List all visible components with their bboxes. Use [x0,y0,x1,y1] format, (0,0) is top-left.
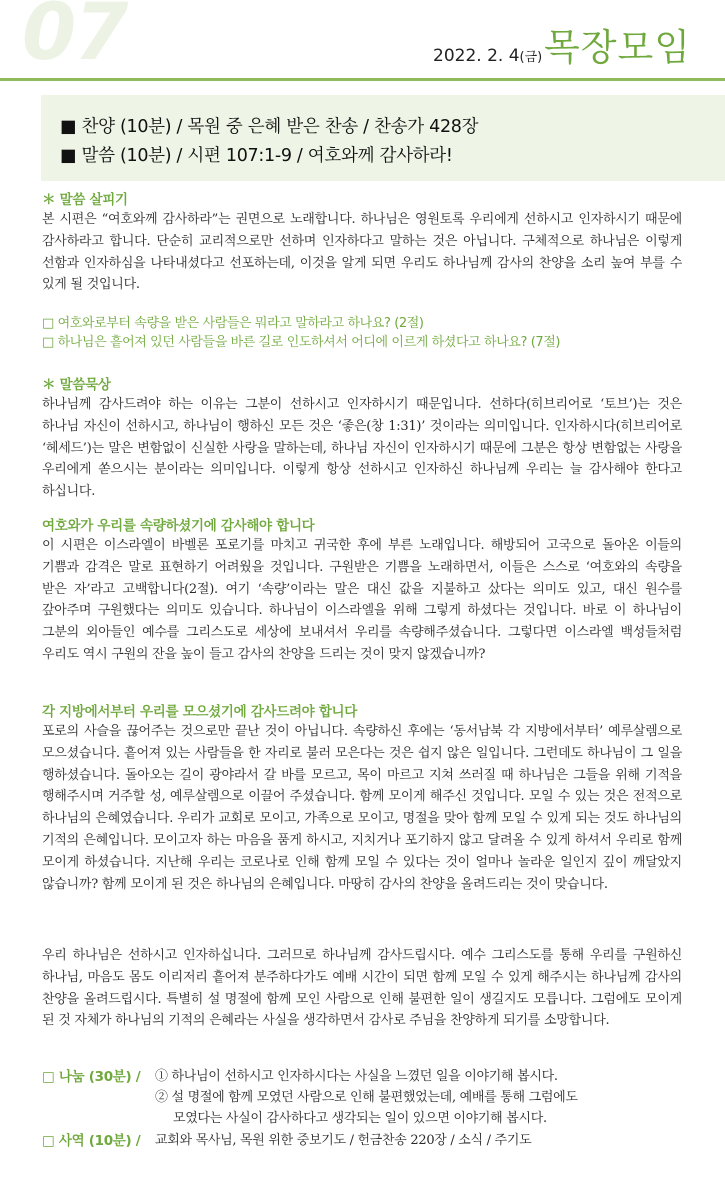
section-heading-examine: ＊ 말씀 살피기 [42,192,128,208]
section-body-examine: 본 시편은 “여호와께 감사하라”는 권면으로 노래합니다. 하나님은 영원토록 우리에게 선하시고 인자하시기 때문에 감사하라고 합니다. 단순히 교리적으로만 선하며 인자하다고 말하는 것은 아닙니다. 구체적으로 하나님은 이렇게 선함과 인자하심을 나타내셨다고 선포하는데, 이것을 알게 되면 우리도 하나님께 감사의 찬양을 소리 높여 부를 수 있게 될 것입니다. [42,212,682,293]
page-number: 07 [22,0,127,78]
meeting-date [433,44,542,70]
section-heading-meditation: ＊ 말씀묵상 [42,377,111,393]
header-divider [0,78,725,81]
sharing-item-2-continued: 모였다는 사실이 감사하다고 생각되는 일이 있으면 이야기해 봅시다. [173,1111,547,1126]
sharing-item-1: ① 하나님이 선하시고 인자하시다는 사실을 느꼈던 일을 이야기해 봅시다. [155,1069,558,1084]
closing-paragraph: 우리 하나님은 선하시고 인자하십니다. 그러므로 하나님께 감사드립시다. 예수 그리스도를 통해 우리를 구원하신 하나님, 마음도 몸도 이리저리 흩어져 분주하다가도 예배 시간이 되면 함께 모일 수 있게 해주시는 하나님께 감사의 찬양을 올려드립시다. 특별히 설 명절에 함께 모인 사람으로 인해 불편한 일이 생길지도 모릅니다. 그럼에도 모이게 된 것 자체가 하나님의 기적의 은혜라는 사실을 생각하면서 감사로 주님을 찬양하게 되기를 소망합니다. [42,948,682,1029]
ministry-text: 교회와 목사님, 목원 위한 중보기도 / 헌금찬송 220장 / 소식 / 주기도 [155,1133,532,1148]
ministry-label: □ 사역 (10분) / [42,1133,141,1149]
section-body-meditation: 하나님께 감사드려야 하는 이유는 그분이 선하시고 인자하시기 때문입니다. 선하다(히브리어로 ‘토브’)는 것은 하나님 자신이 선하시고, 하나님이 행하신 모든 것은 ‘좋은(창 1:31)’ 것이라는 의미입니다. 인자하시다(히브리어로 ‘헤세드’)는 말은 변함없이 신실한 사랑을 말하는데, 하나님 자신이 인자하시기 때문에 그분은 항상 변함없는 사랑을 우리에게 쏟으시는 분이라는 의미입니다. 이렇게 항상 선하시고 인자하신 하나님께 우리는 늘 감사해야 한다고 하십니다. [42,397,682,500]
scripture-line: ■ 말씀 (10분) / 시편 107:1-9 / 여호와께 감사하라! [60,146,453,166]
sharing-item-2: ② 설 명절에 함께 모였던 사람으로 인해 불편했었는데, 예배를 통해 그럼에도 [155,1090,578,1105]
section-heading-gathering: 각 지방에서부터 우리를 모으셨기에 감사드려야 합니다 [42,704,358,720]
section-heading-redemption: 여호와가 우리를 속량하셨기에 감사해야 합니다 [42,518,315,534]
question-1: □ 여호와로부터 속량을 받은 사람들은 뭐라고 말하라고 하나요? (2절) [42,316,424,331]
sharing-label: □ 나눔 (30분) / [42,1069,141,1085]
section-body-redemption: 이 시편은 이스라엘이 바벨론 포로기를 마치고 귀국한 후에 부른 노래입니다. 해방되어 고국으로 돌아온 이들의 기쁨과 감격은 말로 표현하기 어려웠을 것입니다. 구원받은 기쁨을 노래하면서, 이들은 스스로 ‘여호와의 속량을 받은 자’라고 고백합니다(2절). 여기 ‘속량’이라는 말은 대신 값을 지불하고 샀다는 의미도 있고, 대신 원수를 갚아주며 구원했다는 의미도 있습니다. 하나님이 이스라엘을 위해 그렇게 하셨다는 것입니다. 바로 이 하나님이 그분의 외아들인 예수를 그리스도로 세상에 보내셔서 우리를 속량해주셨습니다. 그렇다면 이스라엘 백성들처럼 우리도 역시 구원의 잔을 높이 들고 감사의 찬양을 드리는 것이 맞지 않겠습니까? [42,538,682,662]
date-text: 2022. 2. 4 [433,46,520,66]
day-of-week: (금) [519,50,543,65]
praise-line: ■ 찬양 (10분) / 목원 중 은혜 받은 찬송 / 찬송가 428장 [60,117,479,137]
question-2: □ 하나님은 흩어져 있던 사람들을 바른 길로 인도하셔서 어디에 이르게 하셨다고 하나요? (7절) [42,335,561,350]
page-title: 목장모임 [544,26,691,69]
section-body-gathering: 포로의 사슬을 끊어주는 것으로만 끝난 것이 아닙니다. 속량하신 후에는 ‘동서남북 각 지방에서부터’ 예루살렘으로 모으셨습니다. 흩어져 있는 사람들을 한 자리로 불러 모은다는 것은 쉽지 않은 일입니다. 그런데도 하나님이 그 일을 행하셨습니다. 돌아오는 길이 광야라서 갈 바를 모르고, 목이 마르고 지쳐 쓰러질 때 하나님은 그들을 위해 기적을 행해주시며 거주할 성, 예루살렘으로 이끌어 주셨습니다. 함께 모이게 해주신 것입니다. 모일 수 있는 것은 전적으로 하나님의 은혜였습니다. 우리가 교회로 모이고, 가족으로 모이고, 명절을 맞아 함께 모일 수 있게 되는 것도 하나님의 기적의 은혜입니다. 모이고자 하는 마음을 품게 하시고, 지치거나 포기하지 않고 달려올 수 있게 하셔서 우리로 함께 모이게 하셨습니다. 지난해 우리는 코로나로 인해 함께 모일 수 있다는 것이 얼마나 놀라운 일인지 깊이 깨달았지 않습니까? 함께 모이게 된 것은 하나님의 은혜입니다. 마땅히 감사의 찬양을 올려드리는 것이 맞습니다. [42,724,682,892]
